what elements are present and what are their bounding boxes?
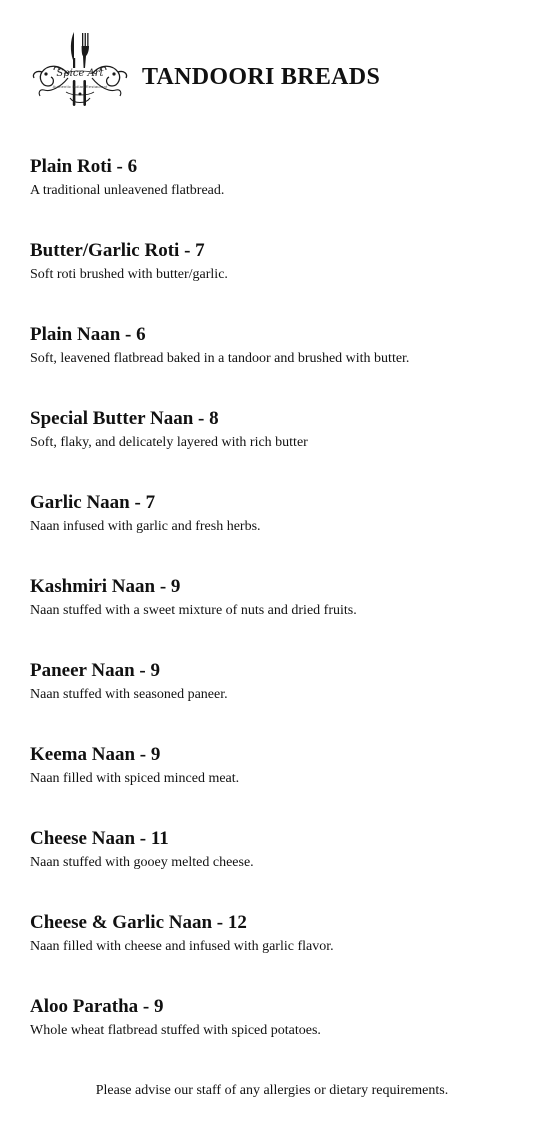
item-description: Naan stuffed with seasoned paneer. <box>30 687 228 702</box>
item-description: A traditional unleavened flatbread. <box>30 183 225 198</box>
menu-item <box>30 995 520 1079</box>
menu-item <box>30 827 520 911</box>
menu-item <box>30 491 520 575</box>
menu-item <box>30 407 520 491</box>
logo-tagline: Authentic Indian Restaurant <box>52 84 108 89</box>
item-description: Soft, flaky, and delicately layered with rich butter <box>30 435 308 450</box>
menu-header <box>30 30 510 120</box>
item-name: Plain Naan - 6 <box>30 324 146 345</box>
item-name: Butter/Garlic Roti - 7 <box>30 240 205 261</box>
item-description: Naan filled with cheese and infused with garlic flavor. <box>30 939 334 954</box>
item-name: Garlic Naan - 7 <box>30 492 156 513</box>
item-description: Naan stuffed with gooey melted cheese. <box>30 855 254 870</box>
item-name: Cheese Naan - 11 <box>30 828 169 849</box>
page-title: TANDOORI BREADS <box>142 64 381 90</box>
menu-item <box>30 323 520 407</box>
item-description: Naan infused with garlic and fresh herbs. <box>30 519 261 534</box>
item-description: Soft roti brushed with butter/garlic. <box>30 267 228 282</box>
item-name: Kashmiri Naan - 9 <box>30 576 181 597</box>
menu-item <box>30 155 520 239</box>
logo-name: Spice Art <box>56 68 104 79</box>
item-description: Naan filled with spiced minced meat. <box>30 771 240 786</box>
item-name: Paneer Naan - 9 <box>30 660 160 681</box>
item-name: Plain Roti - 6 <box>30 156 138 177</box>
item-name: Aloo Paratha - 9 <box>30 996 164 1017</box>
bread-menu-list <box>30 155 520 1079</box>
menu-item <box>30 239 520 323</box>
item-name: Cheese & Garlic Naan - 12 <box>30 912 247 933</box>
menu-item <box>30 743 520 827</box>
item-name: Keema Naan - 9 <box>30 744 161 765</box>
item-description: Naan stuffed with a sweet mixture of nuts and dried fruits. <box>30 603 357 618</box>
restaurant-logo <box>30 30 130 114</box>
item-description: Soft, leavened flatbread baked in a tandoor and brushed with butter. <box>30 351 410 366</box>
menu-item <box>30 575 520 659</box>
item-description: Whole wheat flatbread stuffed with spiced potatoes. <box>30 1023 321 1038</box>
item-name: Special Butter Naan - 8 <box>30 408 219 429</box>
menu-item <box>30 911 520 995</box>
allergy-notice: Please advise our staff of any allergies or dietary requirements. <box>95 1083 449 1098</box>
menu-item <box>30 659 520 743</box>
